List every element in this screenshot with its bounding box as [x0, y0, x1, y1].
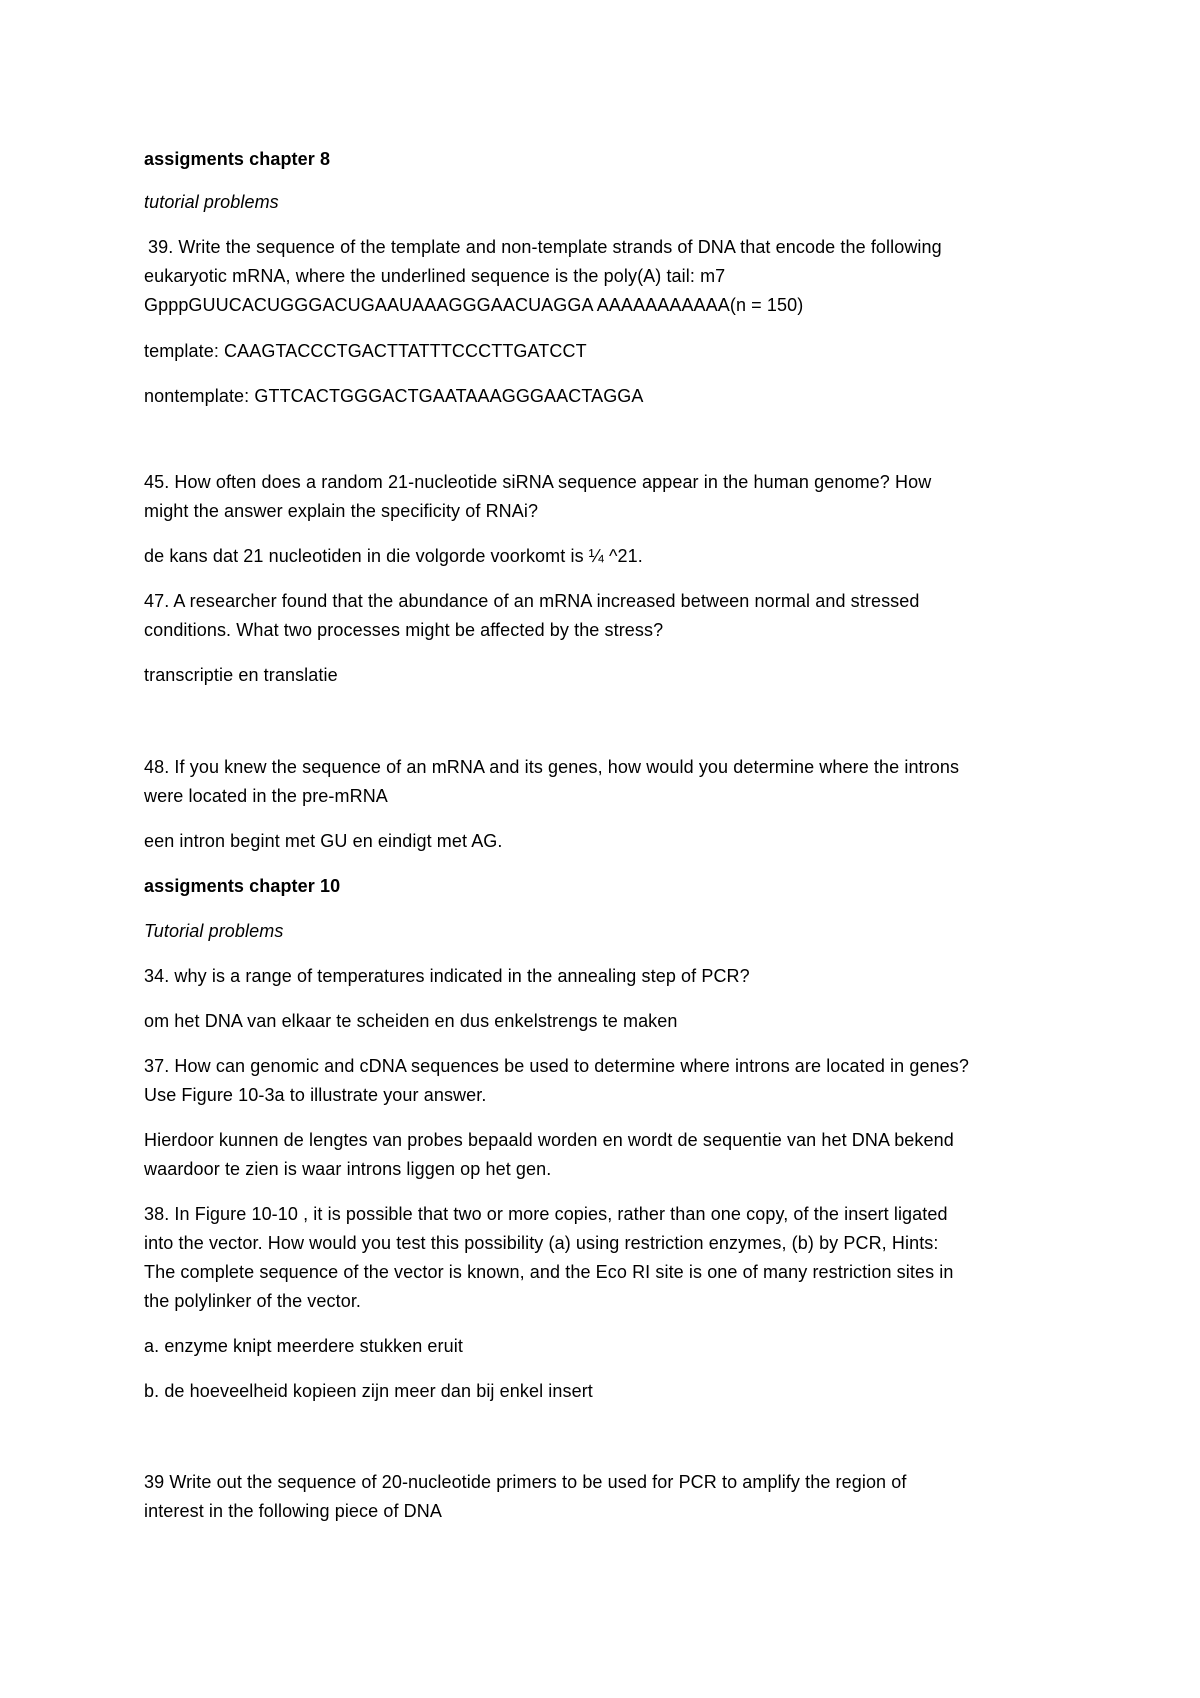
chapter-10-heading: assigments chapter 10 — [144, 876, 341, 896]
answer-34: om het DNA van elkaar te scheiden en dus enkelstrengs te maken — [144, 1011, 678, 1031]
question-34-number: 34. — [144, 966, 170, 986]
chapter-8-heading: assigments chapter 8 — [144, 149, 331, 169]
question-45-text: How often does a random 21-nucleotide siRNA sequence appear in the human genome? How — [169, 472, 932, 492]
question-37-line-2: Use Figure 10-3a to illustrate your answer. — [144, 1085, 487, 1105]
question-34 — [144, 962, 1084, 991]
question-47-text: A researcher found that the abundance of an mRNA increased between normal and stressed — [169, 591, 920, 611]
question-39-number: 39. — [148, 237, 174, 257]
answer-48: een intron begint met GU en eindigt met AG. — [144, 831, 503, 851]
chapter-10-subheading: Tutorial problems — [144, 921, 284, 941]
question-38-line-1 — [144, 1200, 1084, 1229]
question-37-number: 37. — [144, 1056, 170, 1076]
question-38-line-2: into the vector. How would you test this possibility (a) using restriction enzymes, (b) by PCR, Hints: — [144, 1233, 939, 1253]
answer-37-line-2: waardoor te zien is waar introns liggen op het gen. — [144, 1159, 552, 1179]
question-48-text: If you knew the sequence of an mRNA and its genes, how would you determine where the introns — [169, 757, 960, 777]
question-34-text: why is a range of temperatures indicated in the annealing step of PCR? — [169, 966, 750, 986]
question-47-line-2: conditions. What two processes might be affected by the stress? — [144, 620, 664, 640]
answer-39-nontemplate: nontemplate: GTTCACTGGGACTGAATAAAGGGAACTAGGA — [144, 386, 644, 406]
question-38-number: 38. — [144, 1204, 170, 1224]
question-39-text: Write the sequence of the template and non-template strands of DNA that encode the following — [173, 237, 942, 257]
question-38-line-4: the polylinker of the vector. — [144, 1291, 362, 1311]
question-45-line-1 — [144, 468, 1084, 497]
question-38-text: In Figure 10-10 , it is possible that two or more copies, rather than one copy, of the insert ligated — [169, 1204, 948, 1224]
question-47-number: 47. — [144, 591, 170, 611]
question-39b-line-2: interest in the following piece of DNA — [144, 1501, 442, 1521]
question-48-line-1 — [144, 753, 1084, 782]
question-39-line-1 — [144, 233, 1084, 262]
question-48-line-2: were located in the pre-mRNA — [144, 786, 388, 806]
answer-47: transcriptie en translatie — [144, 665, 338, 685]
question-38-line-3: The complete sequence of the vector is known, and the Eco RI site is one of many restriction sites in — [144, 1262, 954, 1282]
answer-45: de kans dat 21 nucleotiden in die volgorde voorkomt is ¼ ^21. — [144, 546, 643, 566]
answer-37-line-1: Hierdoor kunnen de lengtes van probes bepaald worden en wordt de sequentie van het DNA bekend — [144, 1130, 954, 1150]
question-39-line-3: GpppGUUCACUGGGACUGAAUAAAGGGAACUAGGA AAAAAAAAAAA(n = 150) — [144, 295, 804, 315]
question-45-number: 45. — [144, 472, 170, 492]
question-37-text: How can genomic and cDNA sequences be used to determine where introns are located in genes? — [169, 1056, 969, 1076]
question-39b-line-1: 39 Write out the sequence of 20-nucleotide primers to be used for PCR to amplify the region of — [144, 1472, 907, 1492]
question-47-line-1 — [144, 587, 1084, 616]
question-45-line-2: might the answer explain the specificity of RNAi? — [144, 501, 539, 521]
question-48-number: 48. — [144, 757, 170, 777]
question-39-line-2: eukaryotic mRNA, where the underlined sequence is the poly(A) tail: m7 — [144, 266, 726, 286]
answer-38-a: a. enzyme knipt meerdere stukken eruit — [144, 1336, 463, 1356]
question-37-line-1 — [144, 1052, 1084, 1081]
answer-39-template: template: CAAGTACCCTGACTTATTTCCCTTGATCCT — [144, 341, 587, 361]
answer-38-b: b. de hoeveelheid kopieen zijn meer dan bij enkel insert — [144, 1381, 593, 1401]
chapter-8-subheading: tutorial problems — [144, 192, 279, 212]
